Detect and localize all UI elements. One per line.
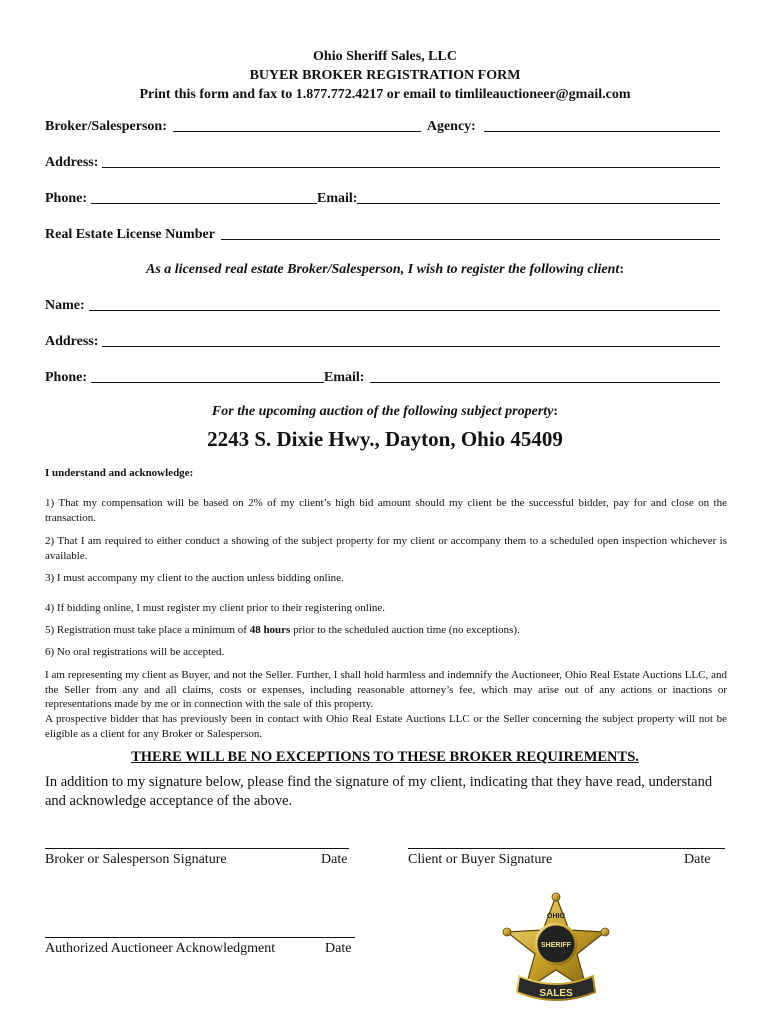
client-phone-row [45, 366, 720, 386]
property-intro [0, 404, 770, 420]
broker-phone-label: Phone: [45, 191, 87, 206]
auctioneer-signature-line[interactable] [45, 937, 355, 938]
client-name-row [45, 294, 720, 314]
form-instructions: Print this form and fax to 1.877.772.4217 or email to timlileauctioneer@gmail.com [139, 87, 631, 102]
client-date-label: Date [684, 852, 711, 867]
broker-label: Broker/Salesperson: [45, 119, 167, 134]
agency-field[interactable] [484, 117, 720, 132]
term-4: 4) If bidding online, I must register my client prior to their registering online. [45, 602, 386, 614]
indemnity-paragraph: I am representing my client as Buyer, and not the Seller. Further, I shall hold harmless and indemnify the Auctioneer, Ohio Real Estate Auctions LLC, and the Seller from any and all claims, costs or expenses, including reasonable attorney’s fee, which may arise out of any actions or inactions or representations made by me or in connection with the sale of this property. [45, 669, 727, 710]
broker-email-field[interactable] [357, 189, 720, 204]
client-phone-label: Phone: [45, 370, 87, 385]
auctioneer-signature-label: Authorized Auctioneer Acknowledgment [45, 941, 276, 956]
client-name-label: Name: [45, 298, 85, 313]
license-field[interactable] [221, 225, 720, 240]
badge-top-text: OHIO [547, 913, 565, 920]
broker-address-label: Address: [45, 155, 99, 170]
property-intro-colon: : [553, 404, 559, 419]
term-6: 6) No oral registrations will be accepted. [45, 646, 225, 658]
client-intro [0, 262, 770, 278]
client-address-row [45, 330, 720, 350]
client-phone-field[interactable] [91, 368, 324, 383]
broker-phone-row [45, 187, 720, 207]
license-label: Real Estate License Number [45, 227, 215, 242]
property-intro-text: For the upcoming auction of the following subject property [211, 404, 554, 419]
client-address-label: Address: [45, 334, 99, 349]
term-5-bold: 48 hours [249, 624, 291, 636]
term-3: 3) I must accompany my client to the auction unless bidding online. [45, 572, 344, 584]
term-5-post: prior to the scheduled auction time (no exceptions). [290, 624, 520, 636]
company-name: Ohio Sheriff Sales, LLC [313, 49, 457, 64]
broker-address-field[interactable] [102, 153, 720, 168]
term-5 [45, 623, 727, 638]
client-name-field[interactable] [89, 296, 720, 311]
broker-phone-field[interactable] [91, 189, 317, 204]
client-intro-colon: : [619, 262, 624, 277]
form-title: BUYER BROKER REGISTRATION FORM [249, 68, 521, 83]
broker-signature-label: Broker or Salesperson Signature [45, 852, 227, 867]
client-signature-line[interactable] [408, 848, 725, 849]
client-signature-label: Client or Buyer Signature [408, 852, 553, 867]
broker-row [45, 115, 720, 135]
warning-banner: THERE WILL BE NO EXCEPTIONS TO THESE BROKER REQUIREMENTS. [131, 749, 639, 765]
broker-address-row [45, 151, 720, 171]
broker-email-label: Email: [317, 191, 358, 206]
sheriff-star-badge-icon [497, 892, 615, 1010]
prior-contact-paragraph: A prospective bidder that has previously been in contact with Ohio Real Estate Auctions LLC or the Seller concerning the subject property will not be eligible as a client for any Broker or Salesperson. [45, 713, 727, 740]
acknowledge-heading: I understand and acknowledge: [45, 467, 194, 479]
client-email-label: Email: [324, 370, 365, 385]
auctioneer-date-label: Date [325, 941, 352, 956]
property-address: 2243 S. Dixie Hwy., Dayton, Ohio 45409 [207, 427, 563, 451]
term-1: 1) That my compensation will be based on 2% of my client’s high bid amount should my client be the successful bidder, pay for and close on the transaction. [45, 497, 727, 524]
closing-paragraph: In addition to my signature below, please find the signature of my client, indicating that they have read, understand and acknowledge acceptance of the above. [45, 774, 713, 809]
broker-field[interactable] [173, 117, 421, 132]
badge-center-text: SHERIFF [541, 942, 571, 949]
agency-label: Agency: [426, 119, 476, 134]
broker-date-label: Date [321, 852, 348, 867]
client-address-field[interactable] [102, 332, 720, 347]
term-2: 2) That I am required to either conduct a showing of the subject property for my client or accompany them to a scheduled open inspection whichever is available. [45, 535, 727, 562]
client-intro-text: As a licensed real estate Broker/Salesperson, I wish to register the following client [146, 262, 620, 277]
client-email-field[interactable] [370, 368, 720, 383]
license-row [45, 223, 720, 243]
broker-signature-line[interactable] [45, 848, 349, 849]
badge-bottom-text: SALES [539, 988, 573, 999]
term-5-pre: 5) Registration must take place a minimum of [45, 624, 250, 636]
